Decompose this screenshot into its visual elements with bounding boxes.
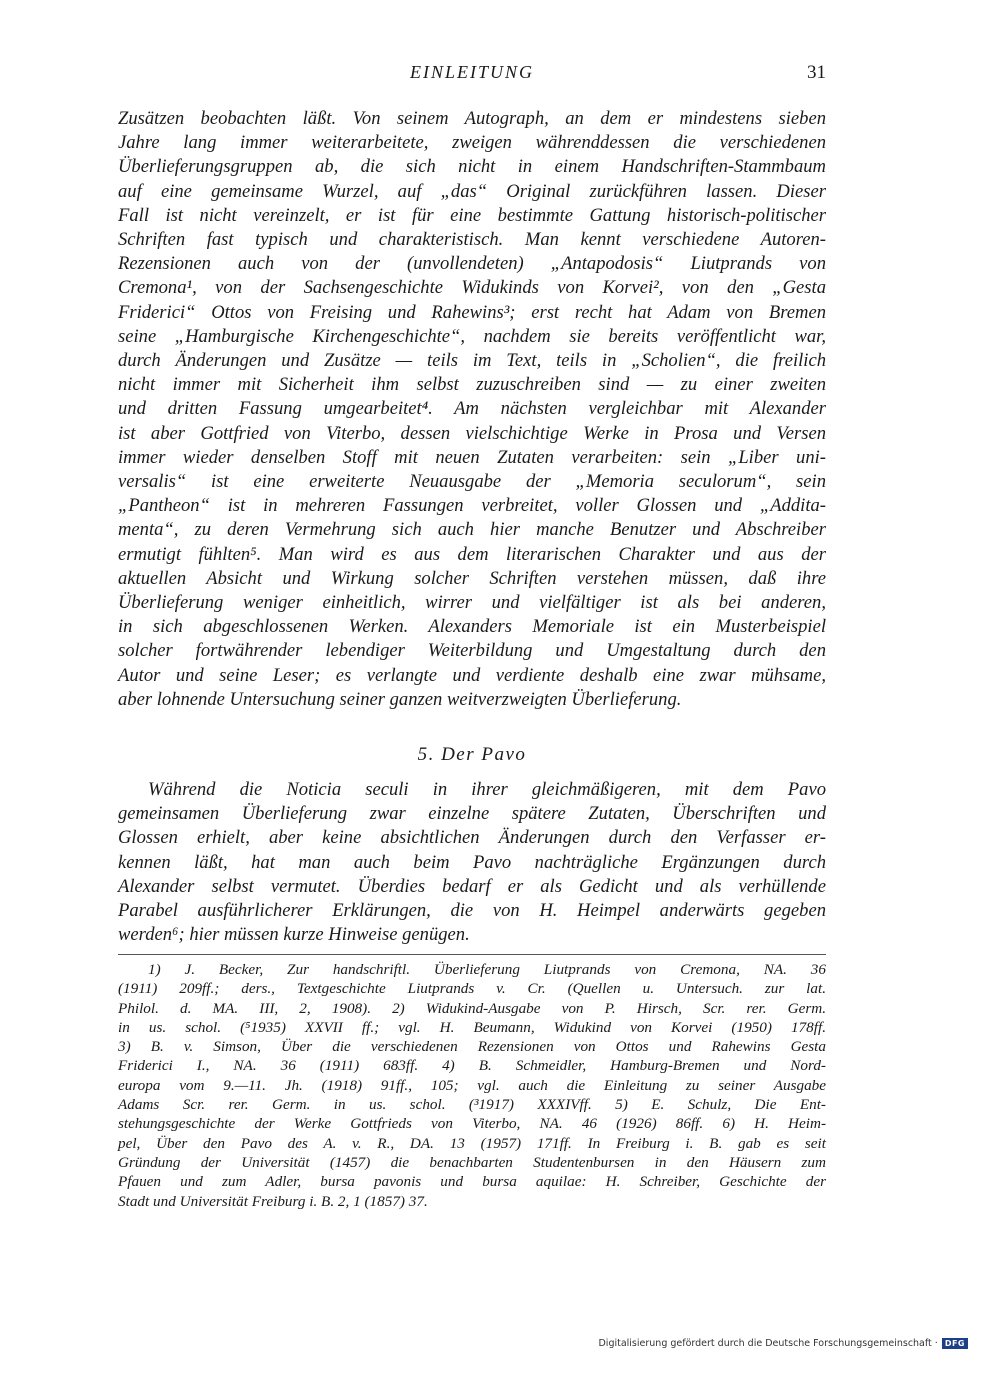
footnote-line: (1911) 209ff.; ders., Textgeschichte Liutprands v. Cr. (Quellen u. Untersuch. zur lat.	[118, 980, 826, 998]
text-line: seine „Hamburgische Kirchengeschichte“, nachdem sie bereits veröffentlicht war,	[118, 325, 826, 347]
text-line: auf eine gemeinsame Wurzel, auf „das“ Original zurückführen lassen. Dieser	[118, 180, 826, 202]
footnote-line: stehungsgeschichte der Werke Gottfrieds von Viterbo, NA. 46 (1926) 86ff. 6) H. Heim-	[118, 1115, 826, 1133]
text-line: aber lohnende Untersuchung seiner ganzen weitverzweigten Überlieferung.	[118, 688, 682, 710]
text-line: ist aber Gottfried von Viterbo, dessen vielschichtige Werke in Prosa und Versen	[118, 422, 826, 444]
text-line: Glossen erhielt, aber keine absichtlichen Änderungen durch den Verfasser er-	[118, 827, 826, 849]
text-line: immer wieder denselben Stoff mit neuen Zutaten verarbeiten: sein „Liber uni-	[118, 446, 826, 468]
text-line: gemeinsamen Überlieferung zwar einzelne spätere Zutaten, Überschriften und	[118, 803, 826, 825]
footnote-line: europa vom 9.—11. Jh. (1918) 91ff., 105; vgl. auch die Einleitung zu seiner Ausgabe	[118, 1076, 826, 1094]
text-line: Parabel ausführlicherer Erklärungen, die von H. Heimpel anderwärts gegeben	[118, 900, 826, 922]
footnote-line: 3) B. v. Simson, Über die verschiedenen Rezensionen von Ottos und Rahewins Gesta	[118, 1038, 826, 1056]
text-line: ermutigt fühlten⁵. Man wird es aus dem literarischen Charakter und aus der	[118, 543, 826, 565]
footnotes	[118, 960, 826, 1211]
page-header	[118, 62, 826, 88]
text-line: nicht immer mit Sicherheit ihm selbst zuzuschreiben sind — zu einer zweiten	[118, 374, 826, 396]
text-line: versalis“ ist eine erweiterte Neuausgabe der „Memoria seculorum“, sein	[118, 471, 826, 493]
section-paragraph	[118, 778, 826, 947]
text-line: „Pantheon“ ist in mehreren Fassungen verbreitet, voller Glossen und „Additа-	[118, 495, 826, 517]
text-line: Jahre lang immer weiterarbeitete, zweigen währenddessen die verschiedenen	[118, 132, 826, 154]
footnote-line: Stadt und Universität Freiburg i. B. 2, 1 (1857) 37.	[118, 1192, 428, 1210]
credit-text: Digitalisierung gefördert durch die Deutsche Forschungsgemeinschaft ·	[598, 1338, 938, 1349]
page-number: 31	[807, 62, 826, 83]
footnote-divider	[118, 954, 826, 955]
section-heading: 5. Der Pavo	[417, 744, 527, 765]
text-line: kennen läßt, hat man auch beim Pavo nachträgliche Ergänzungen durch	[118, 851, 826, 873]
text-line: Rezensionen auch von der (unvollendeten) „Antapodosis“ Liutprands von	[118, 253, 826, 275]
footnote-line: Gründung der Universität (1457) die benachbarten Studentenbursen in den Häusern zum	[118, 1153, 826, 1171]
text-line: Überlieferungsgruppen ab, die sich nicht in einem Handschriften-Stammbaum	[118, 156, 826, 178]
footnote-line: pel, Über den Pavo des A. v. R., DA. 13 (1957) 171ff. In Freiburg i. B. gab es seit	[118, 1134, 826, 1152]
running-head: EINLEITUNG	[409, 62, 534, 82]
text-line: werden⁶; hier müssen kurze Hinweise genügen.	[118, 924, 470, 946]
footnote-line: Friderici I., NA. 36 (1911) 683ff. 4) B. Schmeidler, Hamburg-Bremen und Nord-	[118, 1057, 826, 1075]
text-line: solcher fortwährender lebendiger Weiterbildung und Umgestaltung durch den	[118, 640, 826, 662]
text-line: Friderici“ Ottos von Freising und Rahewins³; erst recht hat Adam von Bremen	[118, 301, 826, 323]
dfg-logo: DFG	[942, 1338, 968, 1349]
text-line: Alexander selbst vermutet. Überdies bedarf er als Gedicht und als verhüllende	[118, 875, 826, 897]
text-line: in sich abgeschlossenen Werken. Alexanders Memoriale ist ein Musterbeispiel	[118, 616, 826, 638]
footnote-line: Pfauen und zum Adler, bursa pavonis und bursa aquilae: H. Schreiber, Geschichte der	[118, 1173, 826, 1191]
text-line: und dritten Fassung umgearbeitet⁴. Am nächsten vergleichbar mit Alexander	[118, 398, 826, 420]
text-line: Cremona¹, von der Sachsengeschichte Widukinds von Korvei², von den „Gesta	[118, 277, 826, 299]
text-line: Überlieferung weniger einheitlich, wirrer und vielfältiger ist als bei anderen,	[118, 592, 826, 614]
text-line: Fall ist nicht vereinzelt, er ist für eine bestimmte Gattung historisch-politischer	[118, 204, 826, 226]
text-line: menta“, zu deren Vermehrung sich auch hier manche Benutzer und Abschreiber	[118, 519, 826, 541]
footnote-line: in us. schol. (⁵1935) XXVII ff.; vgl. H. Beumann, Widukind von Korvei (1950) 178ff.	[118, 1018, 826, 1036]
footnote-line: 1) J. Becker, Zur handschriftl. Überlieferung Liutprands von Cremona, NA. 36	[148, 961, 826, 978]
text-line: Während die Noticia seculi in ihrer gleichmäßigeren, mit dem Pavo	[148, 779, 826, 800]
text-line: aktuellen Absicht und Wirkung solcher Schriften verstehen müssen, daß ihre	[118, 567, 826, 589]
body-paragraph	[118, 107, 826, 712]
footnote-line: Adams Scr. rer. Germ. in us. schol. (³1917) XXXIVff. 5) E. Schulz, Die Ent-	[118, 1096, 826, 1114]
text-line: Autor und seine Leser; es verlangte und verdiente deshalb eine zwar mühsame,	[118, 664, 826, 686]
text-line: Schriften fast typisch und charakteristisch. Man kennt verschiedene Autoren-	[118, 229, 826, 251]
text-line: durch Änderungen und Zusätze — teils im Text, teils in „Scholien“, die freilich	[118, 350, 826, 372]
digitization-credit	[598, 1338, 968, 1349]
footnote-line: Philol. d. MA. III, 2, 1908). 2) Widukind-Ausgabe von P. Hirsch, Scr. rer. Germ.	[118, 999, 826, 1017]
text-line: Zusätzen beobachten läßt. Von seinem Autograph, an dem er mindestens sieben	[118, 108, 826, 129]
